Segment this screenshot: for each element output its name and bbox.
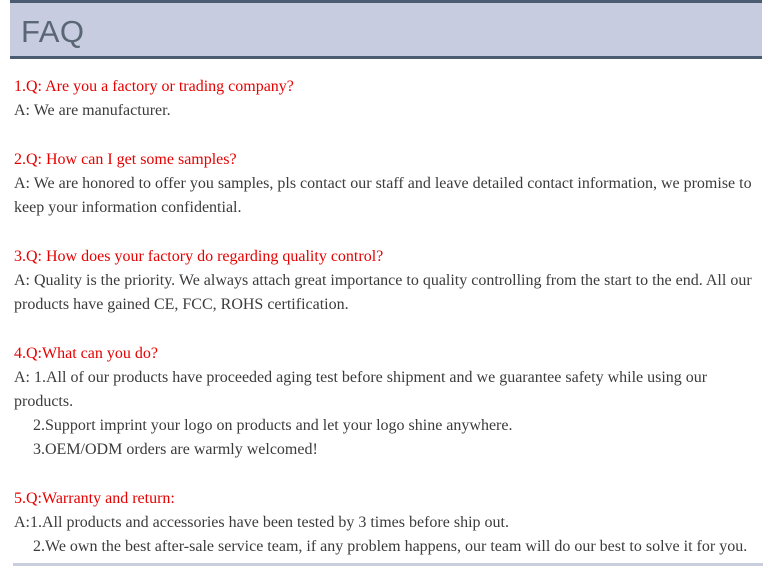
faq-answer-line: A:1.All products and accessories have been tested by 3 times before ship out. <box>14 514 509 531</box>
faq-question: 5.Q:Warranty and return: <box>14 490 175 507</box>
faq-item-3 <box>14 245 761 317</box>
faq-content <box>0 59 769 559</box>
faq-answer-line: products have gained CE, FCC, ROHS certification. <box>14 296 349 313</box>
faq-section-title: FAQ <box>21 13 85 49</box>
faq-item-2 <box>14 148 761 220</box>
faq-answer-line: A: We are manufacturer. <box>14 102 171 119</box>
faq-section-header <box>10 0 762 59</box>
faq-answer-line: A: Quality is the priority. We always attach great importance to quality controlling from the start to the end. All our <box>14 272 752 289</box>
faq-answer-line: 2.We own the best after-sale service team, if any problem happens, our team will do our best to solve it for you. <box>33 538 748 555</box>
faq-answer-line: 3.OEM/ODM orders are warmly welcomed! <box>33 441 318 458</box>
faq-answer-line: A: 1.All of our products have proceeded aging test before shipment and we guarantee safety while using our <box>14 369 708 386</box>
faq-answer-line: products. <box>14 393 74 410</box>
faq-answer-line: 2.Support imprint your logo on products and let your logo shine anywhere. <box>33 417 513 434</box>
faq-item-1 <box>14 75 761 123</box>
next-section-top-bar <box>13 563 763 566</box>
faq-question: 2.Q: How can I get some samples? <box>14 151 237 168</box>
faq-question: 4.Q:What can you do? <box>14 345 158 362</box>
faq-answer-line: keep your information confidential. <box>14 199 242 216</box>
faq-item-5 <box>14 487 761 559</box>
faq-question: 3.Q: How does your factory do regarding quality control? <box>14 248 384 265</box>
faq-answer-line: A: We are honored to offer you samples, pls contact our staff and leave detailed contact information, we promise to <box>14 175 752 192</box>
faq-question: 1.Q: Are you a factory or trading company? <box>14 78 294 95</box>
faq-item-4 <box>14 342 761 462</box>
